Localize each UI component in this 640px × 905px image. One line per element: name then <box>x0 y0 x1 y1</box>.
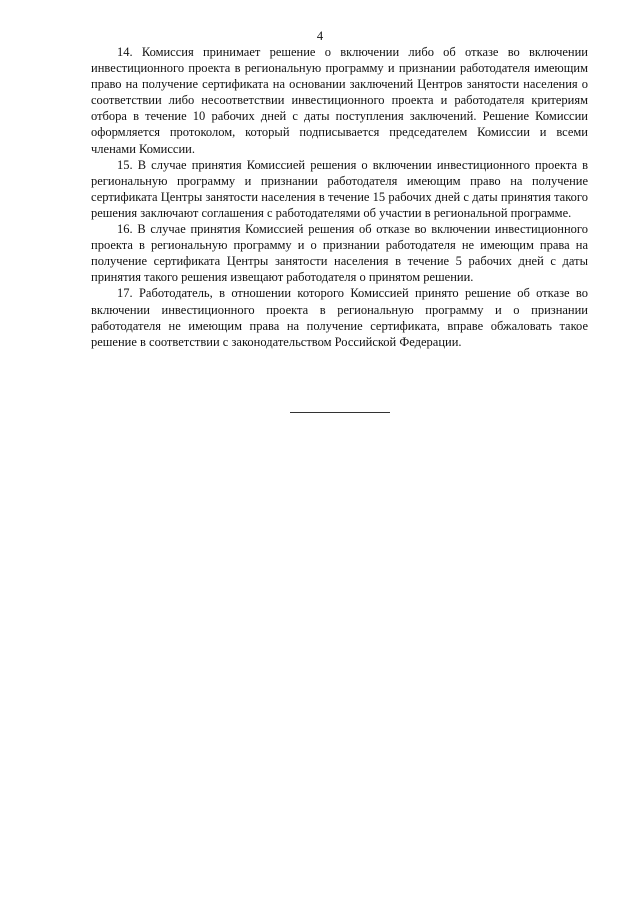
paragraph-text: В случае принятия Комиссией решения об отказе во включении инвестиционного проекта в региональную программу и о признании работодателя не имеющим права на получение сертификата Центры занятости населения в течение 5 рабочих дней с даты принятия такого решения извещают работодателя о принятом решении. <box>91 222 589 285</box>
paragraph-number: 15. <box>117 157 133 172</box>
paragraph-number: 14. <box>117 45 133 59</box>
paragraph-text: Комиссия принимает решение о включении либо об отказе во включении инвестиционного проекта в региональную программу и признании работодателя имеющим право на получение сертификата на основании заключений Центров занятости населения о соответствии либо несоответствии инвестиционного проекта и работодателя критериям отбора в течение 10 рабочих дней с даты поступления заключений. Решение Комиссии оформляется протоколом, который подписывается председателем Комиссии и всеми членами Комиссии. <box>91 45 588 156</box>
paragraph-text: В случае принятия Комиссией решения о включении инвестиционного проекта в региональную программу и признании работодателя имеющим право на получение сертификата Центры занятости населения в течение 15 рабочих дней с даты принятия такого решения заключают соглашения с работодателями об участии в региональной программе. <box>91 157 589 220</box>
paragraph-15 <box>91 157 588 221</box>
paragraph-17 <box>91 285 588 349</box>
document-body <box>91 44 588 350</box>
page-number: 4 <box>316 29 324 43</box>
paragraph-number: 17. <box>117 286 133 301</box>
paragraph-16 <box>91 221 588 285</box>
paragraph-number: 16. <box>117 222 133 237</box>
end-of-text-divider <box>290 412 390 413</box>
paragraph-14 <box>91 44 588 157</box>
paragraph-text: Работодатель, в отношении которого Комиссией принято решение об отказе во включении инвестиционного проекта в региональную программу и о признании работодателя не имеющим права на получение сертификата, вправе обжаловать такое решение в соответствии с законодательством Российской Федерации. <box>91 286 589 349</box>
